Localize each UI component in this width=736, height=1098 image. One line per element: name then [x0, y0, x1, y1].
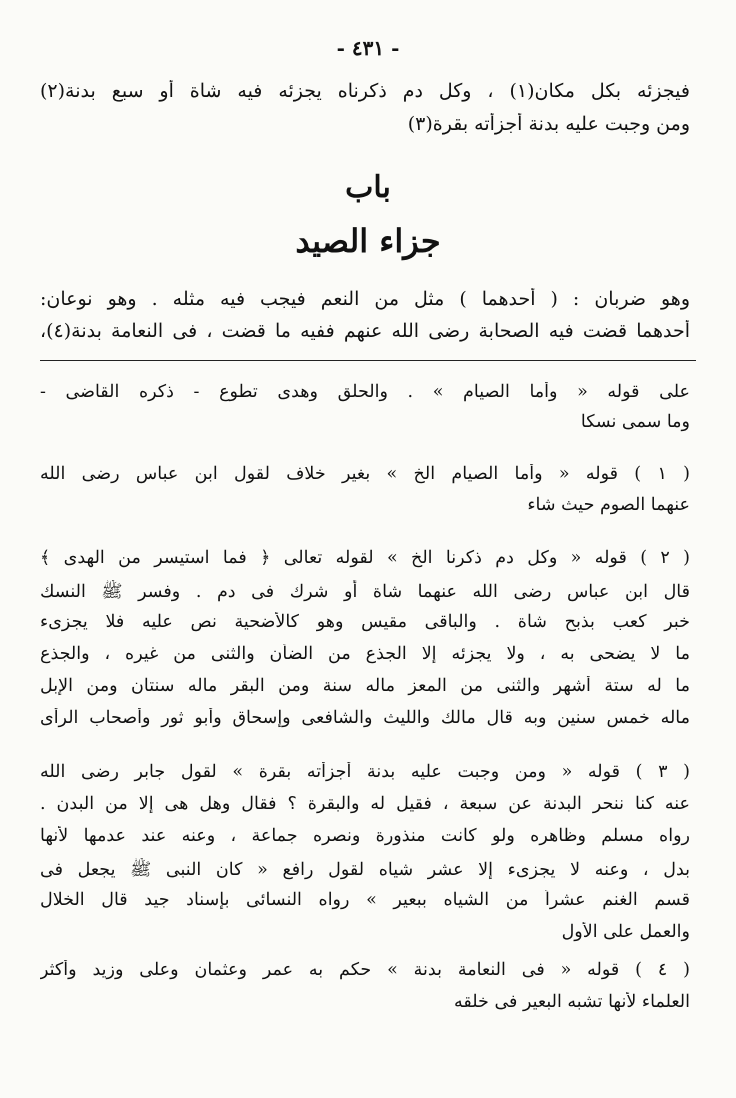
section-text-line: أحدهما قضت فيه الصحابة رضى الله عنهم ففيه ما قضت ، فى النعامة بدنة(٤)،: [40, 320, 690, 342]
chapter-label: باب: [345, 170, 391, 205]
footnote-divider: [40, 360, 696, 361]
section-title: جزاء الصيد: [295, 222, 441, 260]
footnote-line: ( ٣ ) قوله « ومن وجبت عليه بدنة أجزأته بقرة » لقول جابر رضى الله: [40, 762, 690, 782]
footnote-line: قال ابن عباس رضى الله عنهما شاة أو شرك فى دم . وفسر ﷺ النسك: [40, 582, 690, 602]
footnote-line: والعمل على الأول: [561, 922, 690, 942]
footnote-line: قسم الغنم عشراً من الشياه ببعير » رواه النسائى بإسناد جيد قال الخلال: [40, 890, 690, 910]
section-text-line: وهو ضربان : ( أحدهما ) مثل من النعم فيجب فيه مثله . وهو نوعان:: [40, 288, 690, 310]
footnote-line: عنه كنا ننحر البدنة عن سبعة ، فقيل له والبقرة ؟ فقال وهل هى إلا من البدن .: [40, 794, 690, 814]
footnote-line: خبر كعب بذبح شاة . والباقى مقيس وهو كالأضحية نص عليه فلا يجزىء: [40, 612, 690, 632]
footnote-line: ماله خمس سنين وبه قال مالك والليث والشافعى وإسحاق وأبو ثور وأصحاب الرأى: [40, 708, 690, 728]
main-text-line: ومن وجبت عليه بدنة أجزأته بقرة(٣): [407, 113, 690, 135]
main-text-line: فيجزئه بكل مكان(١) ، وكل دم ذكرناه يجزئه فيه شاة أو سبع بدنة(٢): [40, 80, 690, 102]
footnote-line: عنهما الصوم حيث شاء: [527, 495, 690, 515]
footnote-line: وما سمى نسكا: [580, 412, 690, 432]
footnote-line: ما له ستة أشهر والثنى من المعز ماله سنة ومن البقر ماله سنتان ومن الإبل: [40, 676, 690, 696]
footnote-line: على قوله « وأما الصيام » . والحلق وهدى تطوع - ذكره القاضى -: [40, 382, 690, 402]
footnote-line: ( ٤ ) قوله « فى النعامة بدنة » حكم به عمر وعثمان وعلى وزيد وأكثر: [40, 960, 690, 980]
footnote-line: ( ٢ ) قوله « وكل دم ذكرنا الخ » لقوله تعالى ﴿ فما استيسر من الهدى ﴾: [40, 548, 690, 568]
footnote-line: ( ١ ) قوله « وأما الصيام الخ » بغير خلاف لقول ابن عباس رضى الله: [40, 464, 690, 484]
page-number: - ٤٣١ -: [336, 36, 400, 60]
footnote-line: بدل ، وعنه لا يجزىء إلا عشر شياه لقول رافع « كان النبى ﷺ يجعل فى: [40, 860, 690, 880]
footnote-line: العلماء لأنها تشبه البعير فى خلقه: [454, 992, 690, 1012]
footnote-line: رواه مسلم وظاهره ولو كانت منذورة ونصره جماعة ، وعنه عند عدمها لأنها: [40, 826, 690, 846]
footnote-line: ما لا يضحى به ، ولا يجزئه إلا الجذع من الضأن والثنى من غيره ، والجذع: [40, 644, 690, 664]
